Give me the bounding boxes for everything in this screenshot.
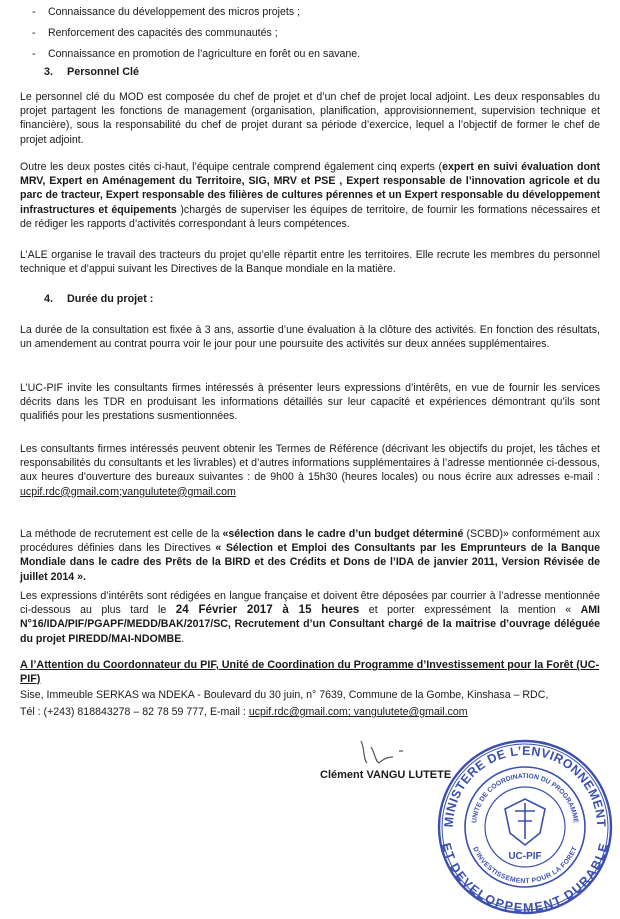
section-4-paragraph-3: Les consultants firmes intéressés peuvent obtenir les Termes de Référence (décrivant les objectifs du projet, les tâches et responsabilités du consultants et les livrables) et d’autres informations supplémentaires à l’adresse mentionnée ci-dessous, aux heures d’ouverture des bureaux suivantes : de 9h00 à 15h30 (heures locales) ou nous écrire aux adresses e-mail : ucpif.rdc@gmail.com;vangulutete@gmail.com	[20, 443, 600, 498]
stamp-emblem-icon	[505, 799, 545, 845]
attention-heading: A l’Attention du Coordonnateur du PIF, Unité de Coordination du Programme d’Investissement pour la Forêt (UC-PIF)	[20, 659, 600, 685]
address-line: Sise, Immeuble SERKAS wa NDEKA - Boulevard du 30 juin, n° 7639, Commune de la Gombe, Kinshasa – RDC,	[20, 689, 549, 701]
section-3-title: Personnel Clé	[67, 66, 140, 78]
stamp-inner-bottom-text: D’INVESTISSEMENT POUR LA FORET	[471, 845, 579, 886]
section-4-paragraph-5: Les expressions d’intérêts sont rédigées en langue française et doivent être déposées par courrier à l’adresse mentionnée ci-dessous au plus tard le 24 Février 2017 à 15 heures et porter expressément la mention « AMI N°16/IDA/PIF/PGAPF/MEDD/BAK/2017/SC, Recrutement d’un Consultant chargé de la maitrise d’ouvrage déléguée du projet PIREDD/MAI-NDOMBE.	[20, 590, 600, 645]
section-3-paragraph-3: L’ALE organise le travail des tracteurs du projet qu’elle répartit entre les territoires. Elle recrute les membres du personnel technique et d’appui suivant les Directives de la Banque mondiale en la matière.	[20, 249, 600, 276]
stamp-outer-bottom-text: ET DEVELOPPEMENT DURABLE	[438, 841, 612, 915]
contact-line: Tél : (+243) 818843278 – 82 78 59 777, E-mail : ucpif.rdc@gmail.com; vangulutete@gmail.com	[20, 706, 468, 718]
section-3-paragraph-1: Le personnel clé du MOD est composée du chef de projet et d’un chef de projet local adjoint. Les deux responsables du projet partagent les fonctions de management (organisation, planification, approvisionnement, supervision technique et financière), sous la responsabilité du chef de projet durant sa période d’exercice, lequel a l’objectif de former le chef de projet adjoint.	[20, 91, 600, 146]
bullet-item: - Connaissance du développement des micros projets ;	[48, 5, 300, 19]
section-4-paragraph-4: La méthode de recrutement est celle de la «sélection dans le cadre d’un budget déterminé (SCBD)» conformément aux procédures définies dans les Directives « Sélection et Emploi des Consultants par les Emprunteurs de la Banque Mondiale dans le cadre des Prêts de la BIRD et des Crédits et Dons de l’IDA de janvier 2011, Version Révisée de juillet 2014 ».	[20, 528, 600, 583]
signature-scribble	[353, 733, 423, 773]
section-4-paragraph-1: La durée de la consultation est fixée à 3 ans, assortie d’une évaluation à la clôture des activités. En fonction des résultats, un amendement au contrat pourra voir le jour pour une poursuite des activités sur deux années supplémentaires.	[20, 324, 600, 351]
bullet-item: - Renforcement des capacités des communautés ;	[48, 26, 278, 40]
section-4-number: 4.	[44, 293, 54, 305]
email-link[interactable]: ucpif.rdc@gmail.com; vangulutete@gmail.com	[248, 706, 468, 718]
email-link[interactable]: ucpif.rdc@gmail.com;vangulutete@gmail.com	[20, 485, 236, 498]
stamp-center-label: UC-PIF	[508, 851, 542, 862]
section-4-paragraph-2: L’UC-PIF invite les consultants firmes intéressés à présenter leurs expressions d’intérêts, en vue de fournir les services décrits dans les TDR en produisant les informations détaillés sur leur capacité et expériences démontrant qu’ils sont qualifiés pour les prestations susmentionnées.	[20, 382, 600, 423]
bullet-item: - Connaissance en promotion de l’agriculture en forêt ou en savane.	[48, 47, 360, 61]
official-stamp	[432, 737, 618, 917]
section-4-title: Durée du projet :	[67, 293, 154, 305]
stamp-outer-top-text: MINISTERE DE L’ENVIRONNEMENT	[441, 743, 609, 828]
section-3-paragraph-2: Outre les deux postes cités ci-haut, l’équipe centrale comprend également cinq experts (expert en suivi évaluation dont MRV, Expert en Aménagement du Territoire, SIG, MRV et PSE , Expert responsable de l’innovation agricole et du parc de tracteur, Expert responsable des filières de cultures pérennes et un Expert responsable du développement infrastructures et équipements )chargés de superviser les équipes de territoire, de fournir les formations nécessaires et de rédiger les rapports d’activités correspondant à leurs compétences.	[20, 161, 600, 230]
stamp-inner-top-text: UNITE DE COORDINATION DU PROGRAMME	[471, 772, 579, 824]
signatory-name: Clément VANGU LUTETE	[320, 769, 452, 781]
section-3-number: 3.	[44, 66, 54, 78]
